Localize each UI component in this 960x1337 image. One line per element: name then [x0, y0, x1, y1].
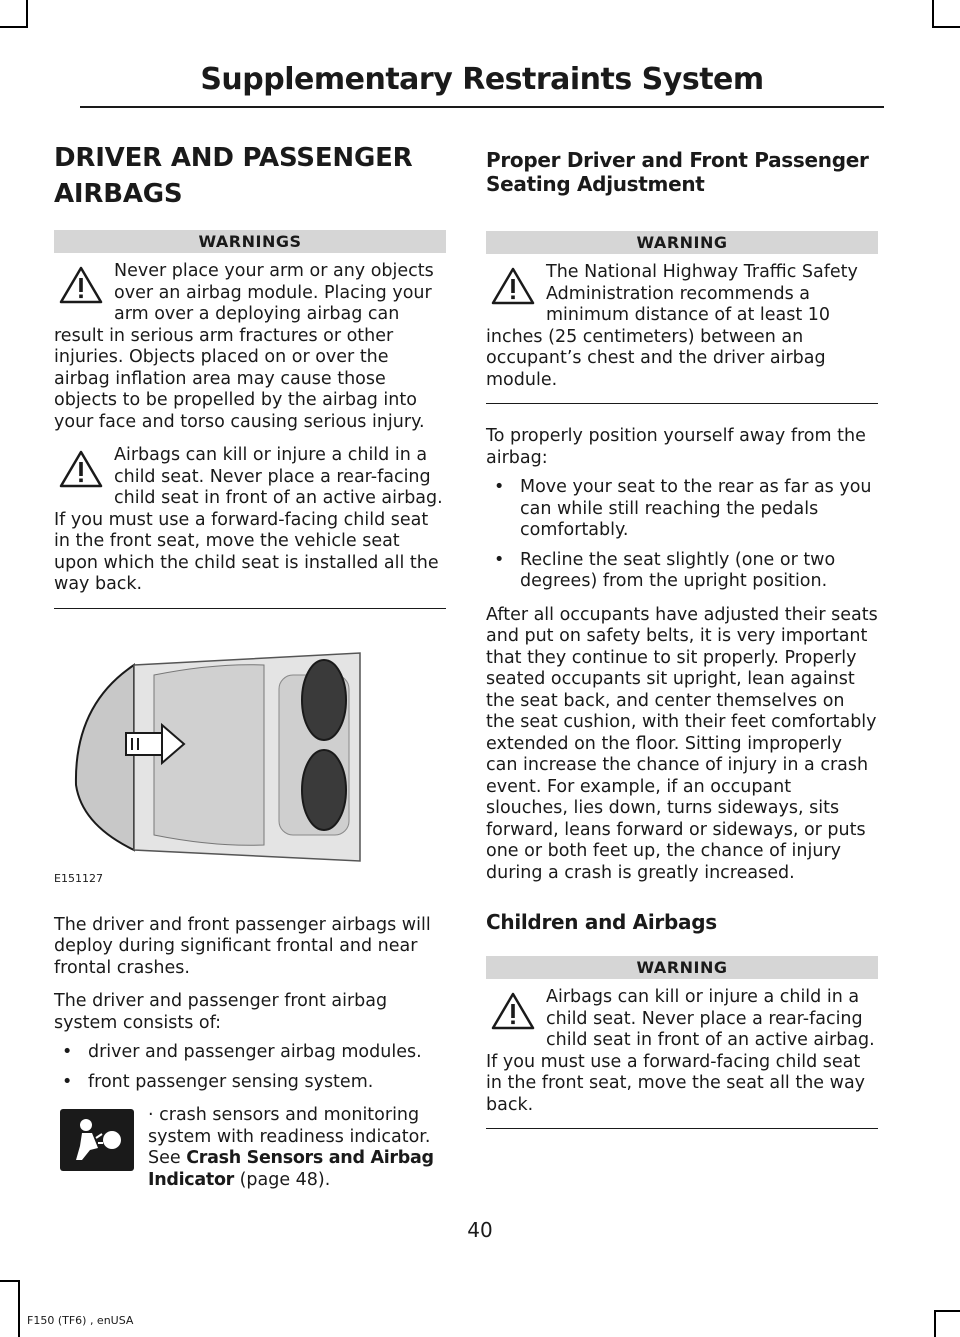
crop-mark [0, 1280, 20, 1282]
warnings-bar: WARNINGS [54, 230, 446, 253]
warning-text: Never place your arm or any objects over an airbag module. Placing your arm over a deploying airbag can result in serious arm fractures or other injuries. Objects placed on or over the airbag inflation area may cause those objects to be propelled by the airbag into your face and torso causing serious injury. [54, 261, 434, 432]
list-item: • front passenger sensing system. [62, 1071, 374, 1092]
list-item: • driver and passenger airbag modules. [62, 1042, 422, 1062]
warning-triangle-icon [58, 449, 104, 489]
subsection-title: Children and Airbags [486, 910, 717, 934]
bullet-list [486, 477, 878, 593]
footer-code: F150 (TF6) , enUSA [27, 1314, 134, 1327]
subsection-title: Proper Driver and Front Passenger Seating Adjustment [486, 148, 869, 196]
warning-item [486, 262, 878, 391]
page-title: Supplementary Restraints System [200, 62, 764, 97]
page-header [80, 60, 884, 108]
crop-mark [934, 1310, 936, 1337]
crop-mark [26, 0, 28, 28]
warning-item [486, 987, 878, 1116]
warning-item [54, 445, 446, 596]
airbag-figure [54, 635, 446, 885]
paragraph: The driver and passenger front airbag system consists of: [54, 991, 388, 1033]
cross-reference-link[interactable]: Crash Sensors and Airbag Indicator [148, 1148, 434, 1190]
left-column [54, 140, 446, 1191]
vehicle-airbag-illustration [54, 635, 446, 865]
warning-triangle-icon [490, 266, 536, 306]
airbag-indicator-icon [60, 1109, 134, 1171]
warning-text: Airbags can kill or injure a child in a child seat. Never place a rear-facing child seat in front of an active airbag. If you must use a forward-facing child seat in the front seat, move the vehicle seat upon which the child seat is installed all the way back. [54, 445, 443, 594]
right-column [486, 148, 878, 1129]
bullet-list [54, 1042, 446, 1093]
warning-text: The National Highway Traffic Safety Administration recommends a minimum distance of at least 10 inches (25 centimeters) between an occupant’s chest and the driver airbag module. [486, 262, 858, 390]
list-item: • Move your seat to the rear as far as you can while still reaching the pedals comfortably. [494, 477, 872, 540]
bullet-marker: • [494, 477, 505, 497]
warning-box [486, 956, 878, 1129]
section-title: DRIVER AND PASSENGER AIRBAGS [54, 143, 413, 209]
warning-triangle-icon [490, 991, 536, 1031]
warning-box [486, 231, 878, 404]
warning-triangle-icon [58, 265, 104, 305]
bullet-marker: • [494, 549, 505, 570]
paragraph: After all occupants have adjusted their seats and put on safety belts, it is very important that they continue to sit properly. Properly seated occupants sit upright, lean against the seat back, and center themselves on the seat cushion, with their feet comfortably extended on the floor. Sitting improperly can increase the chance of injury in a crash event. For example, if an occupant slouches, lies down, turns sideways, sits forward, leans forward or sideways, or puts one or both feet up, the chance of injury during a crash is greatly increased. [486, 604, 878, 883]
bullet-marker: • [62, 1071, 73, 1092]
list-item: • Recline the seat slightly (one or two degrees) from the upright position. [494, 549, 836, 591]
crop-mark [18, 1280, 20, 1337]
figure-code: E151127 [54, 871, 103, 885]
page-number: 40 [467, 1218, 493, 1242]
crop-mark [0, 26, 26, 28]
warning-bar: WARNING [486, 231, 878, 254]
warnings-box [54, 230, 446, 609]
crop-mark [932, 0, 934, 28]
warning-bar: WARNING [486, 956, 878, 979]
crop-mark [934, 1310, 960, 1312]
crop-mark [934, 26, 960, 28]
paragraph: To properly position yourself away from the airbag: [486, 426, 866, 468]
crash-sensor-paragraph: · crash sensors and monitoring system with readiness indicator. See Crash Sensors and Airbag Indicator (page 48). [54, 1105, 446, 1191]
bullet-marker: • [62, 1042, 73, 1062]
warning-item [54, 261, 446, 433]
warning-text: Airbags can kill or injure a child in a child seat. Never place a rear-facing child seat in front of an active airbag. If you must use a forward-facing child seat in the front seat, move the seat all the way back. [486, 987, 875, 1115]
paragraph: The driver and front passenger airbags will deploy during significant frontal and near frontal crashes. [54, 914, 431, 978]
